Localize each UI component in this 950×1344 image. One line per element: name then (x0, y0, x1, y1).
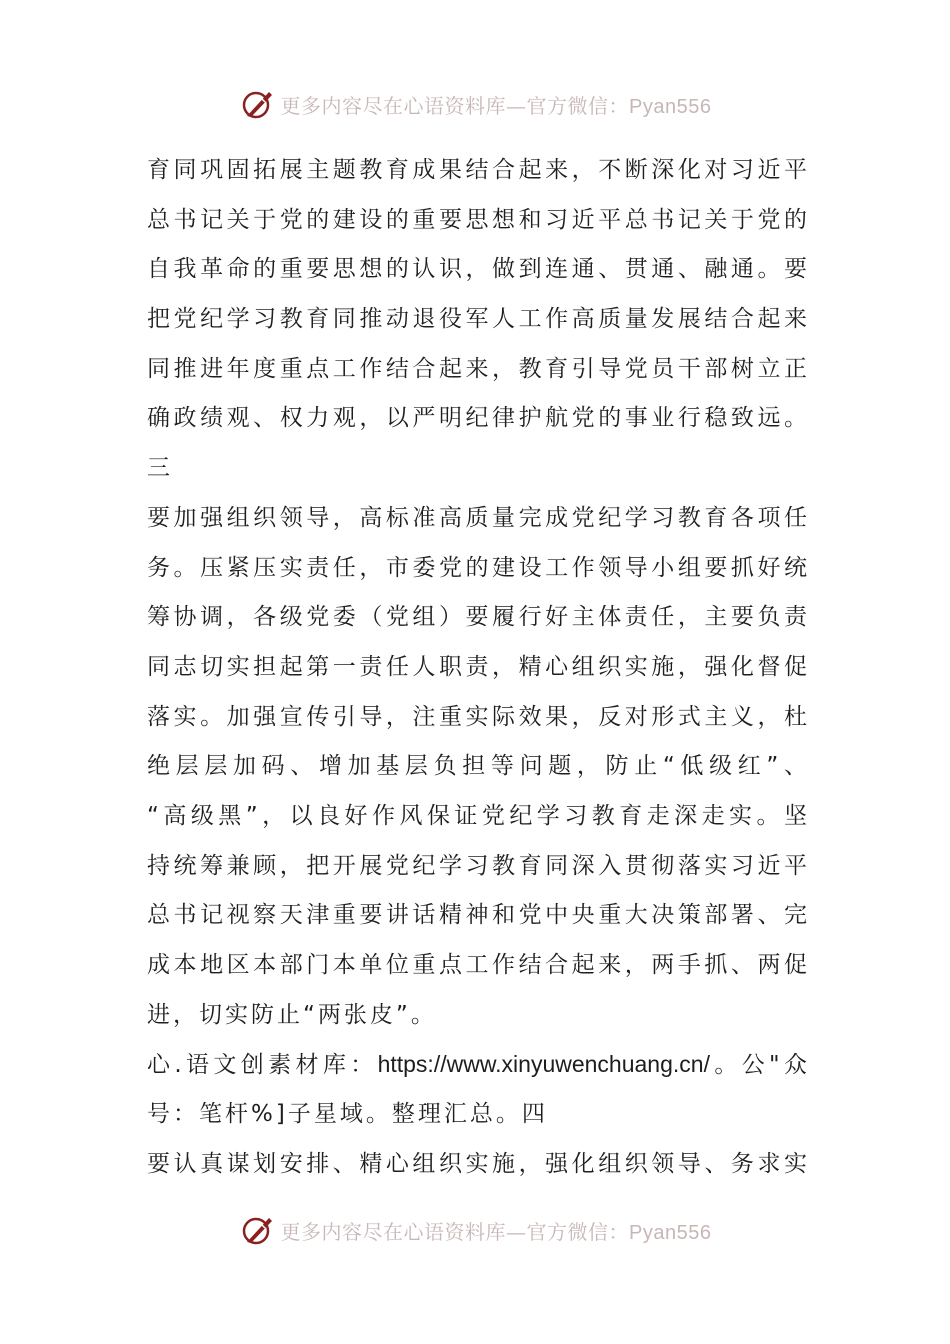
source-prefix: 心.语文创素材库： (147, 1052, 378, 1079)
source-url-line (147, 1040, 807, 1090)
text-line: 确政绩观、权力观，以严明纪律护航党的事业行稳致远。 (147, 405, 807, 432)
text-line: 育同巩固拓展主题教育成果结合起来，不断深化对习近平 (147, 157, 807, 183)
quill-logo-icon (239, 86, 275, 122)
text-line: 进，切实防止“两张皮”。 (147, 1001, 437, 1028)
text-line: 绝层层加码、增加基层负担等问题，防止“低级红”、 (147, 753, 807, 780)
header-banner (0, 84, 950, 124)
text-line: 同志切实担起第一责任人职责，精心组织实施，强化督促 (147, 653, 807, 680)
text-line: 把党纪学习教育同推动退役军人工作高质量发展结合起来 (147, 306, 807, 333)
text-line: “高级黑”，以良好作风保证党纪学习教育走深走实。坚 (147, 802, 807, 829)
text-line: 总书记关于党的建设的重要思想和习近平总书记关于党的 (147, 206, 807, 233)
footer-banner-slogan: 更多内容尽在心语资料库—官方微信： (280, 1219, 630, 1244)
text-line: 筹协调，各级党委（党组）要履行好主体责任，主要负责 (147, 604, 807, 631)
text-line: 自我革命的重要思想的认识，做到连通、贯通、融通。要 (147, 256, 807, 283)
text-line: 务。压紧压实责任，市委党的建设工作领导小组要抓好统 (147, 554, 807, 581)
quill-logo-icon (239, 1212, 275, 1248)
document-body (147, 146, 807, 1189)
header-banner-account: Pyan556 (629, 95, 712, 118)
footer-banner-text (281, 1216, 712, 1245)
header-banner-text (281, 90, 712, 119)
text-line: 同推进年度重点工作结合起来，教育引导党员干部树立正 (147, 355, 807, 382)
source-suffix: 。公"众 (709, 1052, 807, 1079)
text-line: 号：笔杆%]子星域。整理汇总。四 (147, 1101, 548, 1128)
text-line: 落实。加强宣传引导，注重实际效果，反对形式主义，杜 (147, 703, 807, 730)
text-line: 成本地区本部门本单位重点工作结合起来，两手抓、两促 (147, 952, 807, 978)
section-number: 三 (147, 455, 173, 482)
text-line: 要加强组织领导，高标准高质量完成党纪学习教育各项任 (147, 504, 807, 531)
footer-banner-account: Pyan556 (629, 1221, 712, 1244)
text-line: 持统筹兼顾，把开展党纪学习教育同深入贯彻落实习近平 (147, 852, 807, 879)
source-url-link[interactable]: https://www.xinyuwenchuang.cn/ (377, 1051, 710, 1078)
text-line: 要认真谋划安排、精心组织实施，强化组织领导、务求实 (147, 1150, 807, 1177)
text-line: 总书记视察天津重要讲话精神和党中央重大决策部署、完 (147, 902, 807, 929)
header-banner-slogan: 更多内容尽在心语资料库—官方微信： (280, 93, 630, 118)
footer-banner (0, 1210, 950, 1250)
